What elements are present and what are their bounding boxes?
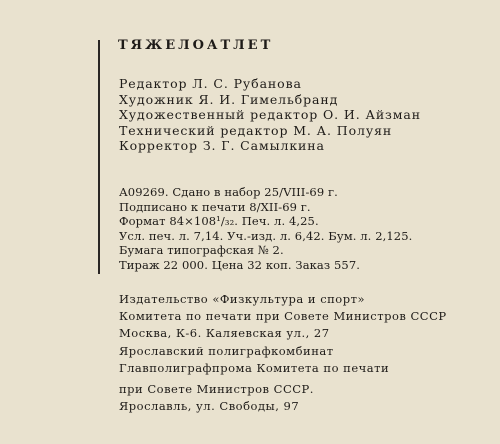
imprint-tech-details (119, 185, 412, 272)
publisher-line: Москва, К-6. Каляевская ул., 27 (119, 325, 330, 340)
vertical-rule (98, 40, 100, 274)
tech-line: А09269. Сдано в набор 25/VIII-69 г. (119, 185, 338, 199)
printer-line: Ярославль, ул. Свободы, 97 (119, 398, 300, 413)
publisher-line: Издательство «Физкультура и спорт» (119, 292, 365, 306)
credit-artist: Художник Я. И. Гимельбранд (119, 91, 339, 107)
credits-list (119, 76, 421, 154)
book-title: ТЯЖЕЛОАТЛЕТ (118, 38, 274, 53)
printer-address (119, 381, 314, 415)
credit-art-editor: Художественный редактор О. И. Айзман (119, 107, 421, 123)
tech-line: Тираж 22 000. Цена 32 коп. Заказ 557. (119, 257, 361, 272)
credit-technical-editor: Технический редактор М. А. Полуян (119, 122, 393, 138)
printer-line: при Совете Министров СССР. (119, 382, 314, 396)
credit-editor: Редактор Л. С. Рубанова (119, 76, 302, 91)
tech-line: Формат 84×108¹/₃₂. Печ. л. 4,25. (119, 214, 319, 228)
credit-proofreader: Корректор З. Г. Самылкина (119, 138, 325, 154)
publisher-info (119, 291, 447, 341)
publisher-line: Комитета по печати при Совете Министров СССР (119, 308, 447, 323)
tech-line: Подписано к печати 8/XII-69 г. (119, 199, 311, 214)
printer-line: Ярославский полиграфкомбинат (119, 344, 334, 358)
tech-line: Бумага типографская № 2. (119, 243, 284, 257)
tech-line: Усл. печ. л. 7,14. Уч.-изд. л. 6,42. Бум. л. 2,125. (119, 228, 413, 243)
printer-info (119, 343, 389, 377)
printer-line: Главполиграфпрома Комитета по печати (119, 360, 390, 375)
